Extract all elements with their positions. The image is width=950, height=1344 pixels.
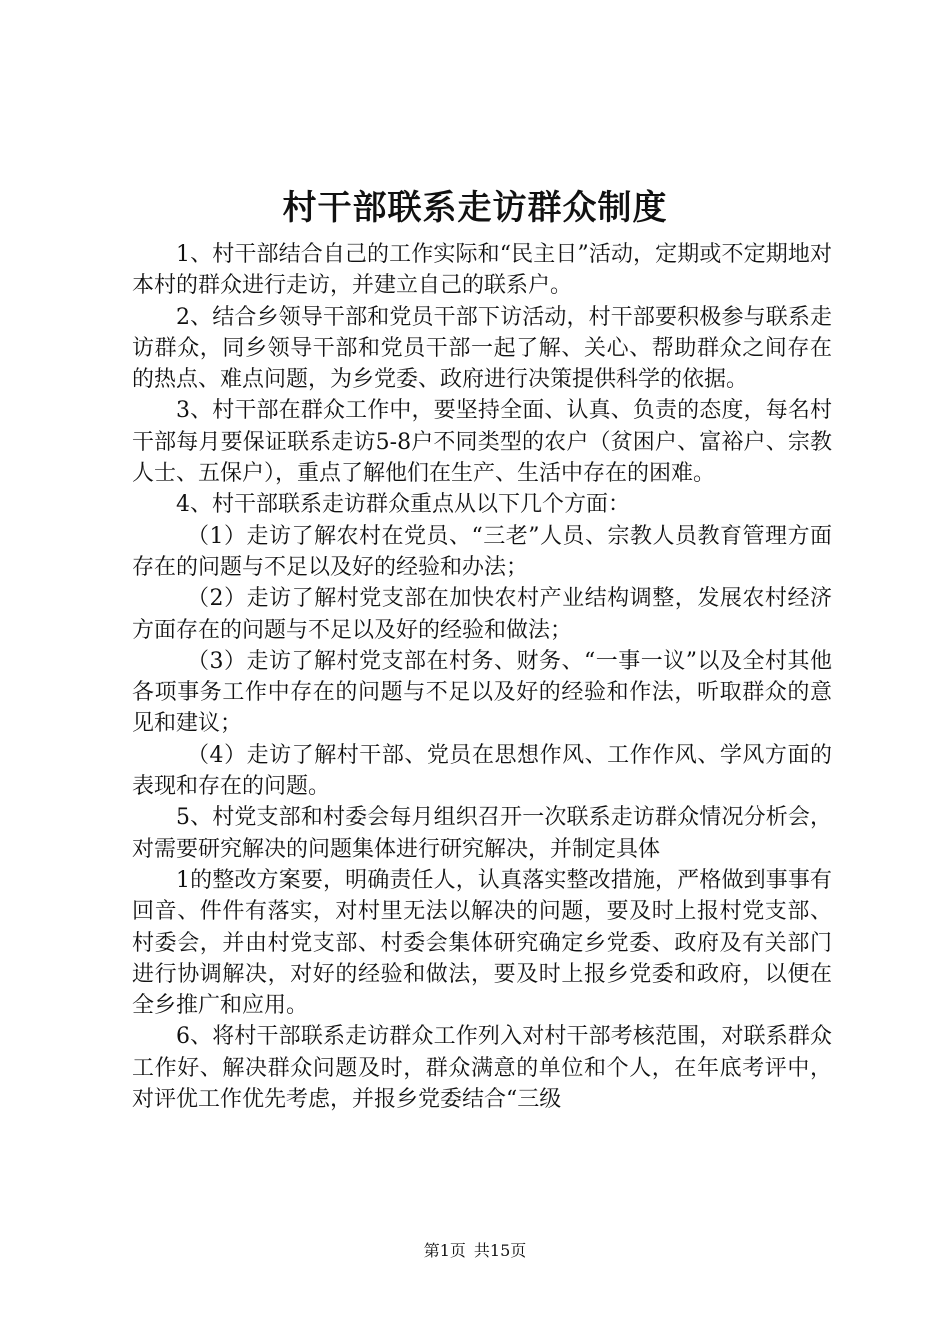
page-number: 第1页 — [423, 1241, 466, 1260]
paragraph-1: 1、村干部结合自己的工作实际和“民主日”活动，定期或不定期地对本村的群众进行走访，并建立自己的联系户。 — [132, 242, 832, 299]
paragraph-4: 4、村干部联系走访群众重点从以下几个方面： — [176, 492, 630, 518]
document-title: 村干部联系走访群众制度 — [282, 188, 668, 228]
sub-item-3: （3）走访了解村党支部在村务、财务、“一事一议”以及全村其他各项事务工作中存在的问题与不足以及好的经验和作法，听取群众的意见和建议； — [132, 648, 832, 737]
document-body — [132, 239, 832, 1115]
paragraph-6: 6、将村干部联系走访群众工作列入对村干部考核范围，对联系群众工作好、解决群众问题及时，群众满意的单位和个人，在年底考评中，对评优工作优先考虑，并报乡党委结合“三级 — [132, 1024, 832, 1113]
paragraph-5-continued: 1的整改方案要，明确责任人，认真落实整改措施，严格做到事事有回音、件件有落实，对村里无法以解决的问题，要及时上报村党支部、村委会，并由村党支部、村委会集体研究确定乡党委、政府及有关部门进行协调解决，对好的经验和做法，要及时上报乡党委和政府，以便在全乡推广和应用。 — [132, 867, 832, 1019]
page-footer — [0, 1240, 950, 1262]
sub-item-1: （1）走访了解农村在党员、“三老”人员、宗教人员教育管理方面存在的问题与不足以及好的经验和办法； — [132, 523, 832, 580]
paragraph-3: 3、村干部在群众工作中，要坚持全面、认真、负责的态度，每名村干部每月要保证联系走访5-8户不同类型的农户（贫困户、富裕户、宗教人士、五保户），重点了解他们在生产、生活中存在的困难。 — [132, 398, 832, 487]
page-total: 共15页 — [473, 1241, 527, 1260]
paragraph-2: 2、结合乡领导干部和党员干部下访活动，村干部要积极参与联系走访群众，同乡领导干部和党员干部一起了解、关心、帮助群众之间存在的热点、难点问题，为乡党委、政府进行决策提供科学的依据。 — [132, 304, 832, 393]
paragraph-5: 5、村党支部和村委会每月组织召开一次联系走访群众情况分析会，对需要研究解决的问题集体进行研究解决，并制定具体 — [132, 805, 832, 862]
sub-item-2: （2）走访了解村党支部在加快农村产业结构调整，发展农村经济方面存在的问题与不足以及好的经验和做法； — [132, 586, 832, 643]
sub-item-4: （4）走访了解村干部、党员在思想作风、工作作风、学风方面的表现和存在的问题。 — [132, 742, 832, 800]
